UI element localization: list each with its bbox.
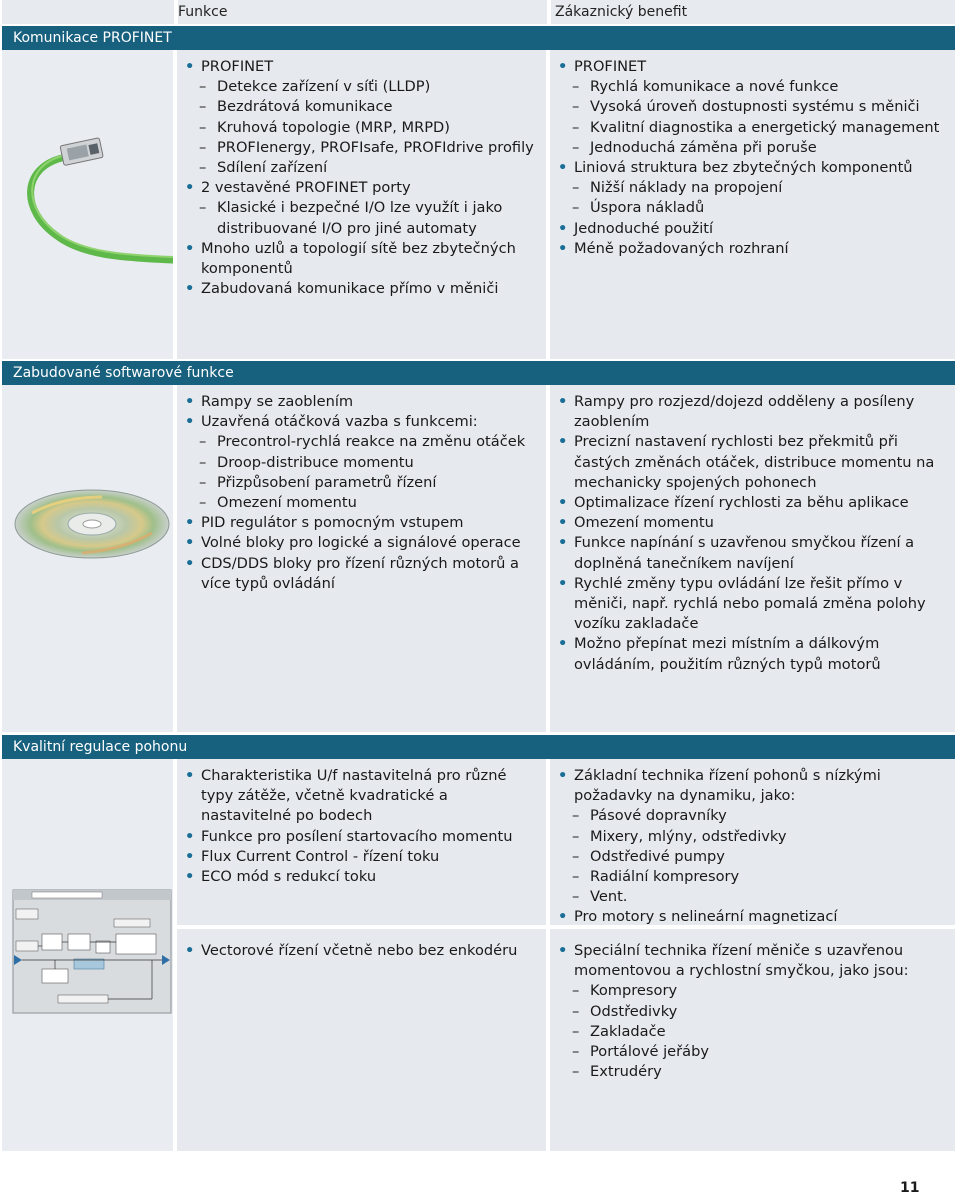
benefits-list bbox=[552, 392, 947, 675]
functions-list bbox=[179, 766, 534, 887]
table-header bbox=[2, 0, 955, 24]
bullet-list-item: • Funkce napínání s uzavřenou smyčkou řízení a doplněná tanečníkem navíjení bbox=[552, 533, 947, 573]
sub-list-item: – Vent. bbox=[552, 887, 947, 907]
bullet-list-item: • Charakteristika U/f nastavitelná pro různé typy zátěže, včetně kvadratické a nastavitelné po bodech bbox=[179, 766, 534, 827]
section-title: Komunikace PROFINET bbox=[13, 30, 172, 46]
sub-list-item: – Omezení momentu bbox=[179, 493, 534, 513]
cd-disc-illustration bbox=[2, 385, 173, 732]
image-cell bbox=[2, 50, 173, 359]
sub-list-item: – Sdílení zařízení bbox=[179, 158, 534, 178]
functions-cell bbox=[177, 385, 546, 732]
header-functions: Funkce bbox=[178, 4, 228, 20]
bullet-list-item: • Optimalizace řízení rychlosti za běhu aplikace bbox=[552, 493, 947, 513]
functions-list bbox=[179, 941, 534, 961]
sub-list-item: – Precontrol-rychlá reakce na změnu otáček bbox=[179, 432, 534, 452]
bullet-list-item: • Pro motory s nelineární magnetizací bbox=[552, 907, 947, 927]
bullet-list-item: • Omezení momentu bbox=[552, 513, 947, 533]
bullet-list-item: • Méně požadovaných rozhraní bbox=[552, 239, 947, 259]
image-cell bbox=[2, 759, 173, 1151]
bullet-list-item: • PROFINET bbox=[552, 57, 947, 77]
benefits-cell bbox=[550, 385, 955, 732]
sub-list-item: – Jednoduchá záměna při poruše bbox=[552, 138, 947, 158]
functions-cell bbox=[177, 929, 546, 1151]
profinet-cable-illustration bbox=[2, 50, 173, 359]
section-title: Kvalitní regulace pohonu bbox=[13, 739, 188, 755]
functions-cell bbox=[177, 50, 546, 359]
bullet-list-item: • Rampy pro rozjezd/dojezd odděleny a posíleny zaoblením bbox=[552, 392, 947, 432]
bullet-list-item: • Rampy se zaoblením bbox=[179, 392, 534, 412]
bullet-list-item: • Uzavřená otáčková vazba s funkcemi: bbox=[179, 412, 534, 432]
sub-list-item: – Zakladače bbox=[552, 1022, 947, 1042]
sub-list-item: – Radiální kompresory bbox=[552, 867, 947, 887]
bullet-list-item: • PID regulátor s pomocným vstupem bbox=[179, 513, 534, 533]
functions-list bbox=[179, 57, 534, 299]
benefits-cell bbox=[550, 759, 955, 925]
bullet-list-item: • Volné bloky pro logické a signálové operace bbox=[179, 533, 534, 553]
benefits-list bbox=[552, 766, 947, 928]
functions-cell bbox=[177, 759, 546, 925]
bullet-list-item: • 2 vestavěné PROFINET porty bbox=[179, 178, 534, 198]
sub-list-item: – Kompresory bbox=[552, 981, 947, 1001]
bullet-list-item: • Speciální technika řízení měniče s uzavřenou momentovou a rychlostní smyčkou, jako jsou: bbox=[552, 941, 947, 981]
sub-list-item: – Detekce zařízení v síťi (LLDP) bbox=[179, 77, 534, 97]
bullet-list-item: • Vectorové řízení včetně nebo bez enkodéru bbox=[179, 941, 534, 961]
sub-list-item: – Odstředivky bbox=[552, 1002, 947, 1022]
sub-list-item: – Rychlá komunikace a nové funkce bbox=[552, 77, 947, 97]
bullet-list-item: • Možno přepínat mezi místním a dálkovým ovládáním, použitím různých typů motorů bbox=[552, 634, 947, 674]
sub-list-item: – Extrudéry bbox=[552, 1062, 947, 1082]
sub-list-item: – Úspora nákladů bbox=[552, 198, 947, 218]
sub-list-item: – Přizpůsobení parametrů řízení bbox=[179, 473, 534, 493]
section-title: Zabudované softwarové funkce bbox=[13, 365, 234, 381]
sub-list-item: – Kruhová topologie (MRP, MRPD) bbox=[179, 118, 534, 138]
bullet-list-item: • Mnoho uzlů a topologií sítě bez zbytečných komponentů bbox=[179, 239, 534, 279]
bullet-list-item: • PROFINET bbox=[179, 57, 534, 77]
control-diagram-screenshot bbox=[2, 759, 173, 1151]
bullet-list-item: • Rychlé změny typu ovládání lze řešit přímo v měniči, např. rychlá nebo pomalá změna polohy vozíku zakladače bbox=[552, 574, 947, 635]
bullet-list-item: • Precizní nastavení rychlosti bez překmitů při častých změnách otáček, distribuce momentu na mechanicky spojených pohonech bbox=[552, 432, 947, 493]
section-bar-software bbox=[2, 361, 955, 385]
sub-list-item: – Nižší náklady na propojení bbox=[552, 178, 947, 198]
sub-list-item: – Pásové dopravníky bbox=[552, 806, 947, 826]
benefits-list bbox=[552, 941, 947, 1082]
functions-list bbox=[179, 392, 534, 594]
sub-list-item: – Vysoká úroveň dostupnosti systému s měniči bbox=[552, 97, 947, 117]
section-bar-profinet bbox=[2, 26, 955, 50]
sub-list-item: – Kvalitní diagnostika a energetický management bbox=[552, 118, 947, 138]
benefits-cell bbox=[550, 929, 955, 1151]
section-bar-drive-control bbox=[2, 735, 955, 759]
bullet-list-item: • Funkce pro posílení startovacího momentu bbox=[179, 827, 534, 847]
sub-list-item: – Klasické i bezpečné I/O lze využít i jako distribuované I/O pro jiné automaty bbox=[179, 198, 534, 238]
bullet-list-item: • Flux Current Control - řízení toku bbox=[179, 847, 534, 867]
sub-list-item: – PROFIenergy, PROFIsafe, PROFIdrive profily bbox=[179, 138, 534, 158]
sub-list-item: – Odstředivé pumpy bbox=[552, 847, 947, 867]
sub-list-item: – Mixery, mlýny, odstředivky bbox=[552, 827, 947, 847]
sub-list-item: – Bezdrátová komunikace bbox=[179, 97, 534, 117]
bullet-list-item: • Jednoduché použití bbox=[552, 219, 947, 239]
benefits-list bbox=[552, 57, 947, 259]
image-cell bbox=[2, 385, 173, 732]
bullet-list-item: • Zabudovaná komunikace přímo v měniči bbox=[179, 279, 534, 299]
sub-list-item: – Portálové jeřáby bbox=[552, 1042, 947, 1062]
bullet-list-item: • CDS/DDS bloky pro řízení různých motorů a více typů ovládání bbox=[179, 554, 534, 594]
sub-list-item: – Droop-distribuce momentu bbox=[179, 453, 534, 473]
bullet-list-item: • Liniová struktura bez zbytečných komponentů bbox=[552, 158, 947, 178]
benefits-cell bbox=[550, 50, 955, 359]
header-benefits: Zákaznický benefit bbox=[555, 4, 688, 20]
bullet-list-item: • ECO mód s redukcí toku bbox=[179, 867, 534, 887]
page-number: 11 bbox=[900, 1180, 920, 1196]
bullet-list-item: • Základní technika řízení pohonů s nízkými požadavky na dynamiku, jako: bbox=[552, 766, 947, 806]
